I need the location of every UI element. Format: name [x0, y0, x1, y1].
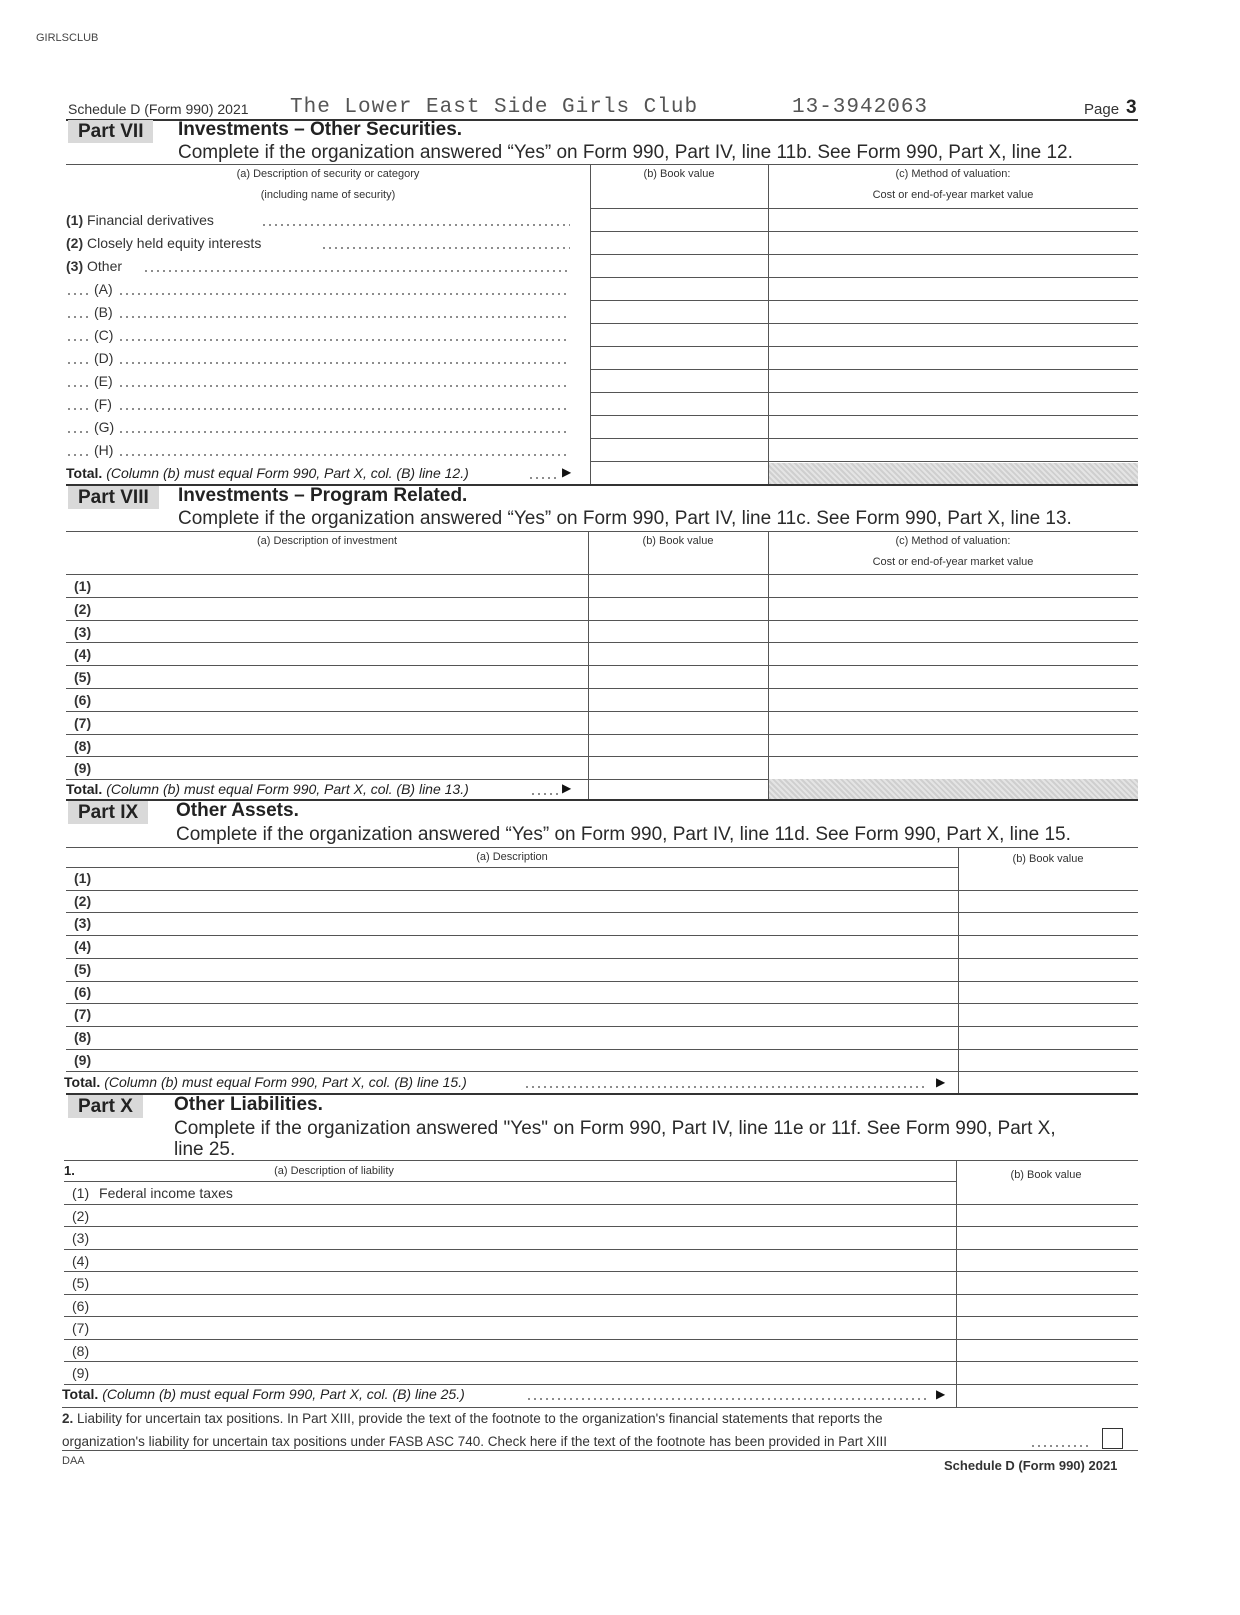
top-label: GIRLSCLUB	[36, 32, 99, 44]
part7-row-leader	[66, 292, 92, 298]
part10-description-field[interactable]	[98, 1341, 952, 1360]
part10-row-rule	[64, 1204, 1138, 1205]
part9-row-rule	[66, 1071, 1138, 1072]
part7-row-label: (B)	[94, 304, 113, 320]
part8-row-number: (5)	[74, 669, 92, 686]
part8-description-field[interactable]	[100, 576, 584, 595]
part9-book-value-field[interactable]	[960, 983, 1136, 1002]
part7-row-leader	[66, 453, 92, 459]
part8-valuation-method-field[interactable]	[770, 736, 1136, 755]
part8-row-rule	[66, 756, 1138, 757]
part8-instruction: Complete if the organization answered “Yes” on Form 990, Part IV, line 11c. See Form 990, Part X, line 13.	[178, 508, 1072, 529]
part7-row-label: (A)	[94, 281, 113, 297]
part8-row-number: (8)	[74, 737, 92, 754]
part10-row-label: (1) Federal income taxes	[72, 1185, 233, 1201]
part10-bottom-rule	[62, 1450, 1138, 1451]
part7-valuation-method-field[interactable]	[770, 348, 1136, 368]
part7-book-value-field[interactable]	[592, 256, 766, 276]
part8-col-b-header: (b) Book value	[642, 535, 714, 547]
part8-total-arrow-icon: ▶	[562, 781, 572, 795]
part8-description-field[interactable]	[100, 736, 584, 755]
part7-row-leader	[118, 453, 570, 459]
part7-label: Part VII	[68, 120, 153, 143]
part8-valuation-method-field[interactable]	[770, 599, 1136, 618]
part9-row-number: (5)	[74, 960, 92, 977]
part8-book-value-field[interactable]	[590, 667, 766, 686]
ein: 13-3942063	[792, 96, 929, 119]
part7-row-leader	[66, 430, 92, 436]
part8-header-bottom	[66, 574, 1138, 575]
part7-row-label: (D)	[94, 350, 114, 366]
part10-book-value-field[interactable]	[958, 1341, 1136, 1360]
part10-row-rule	[64, 1339, 1138, 1340]
part10-row-rule	[64, 1271, 1138, 1272]
part7-total-leader	[528, 476, 558, 482]
part7-valuation-method-field[interactable]	[770, 440, 1136, 460]
part10-book-value-field[interactable]	[958, 1318, 1136, 1337]
part7-row-rule	[590, 231, 1138, 232]
part7-row-label: (H)	[94, 442, 114, 458]
part10-divider-b	[956, 1160, 957, 1408]
part7-row-rule	[590, 300, 1138, 301]
part10-row-rule	[64, 1249, 1138, 1250]
part9-col-b-header: (b) Book value	[1012, 853, 1084, 865]
part7-row-rule	[590, 415, 1138, 416]
part8-book-value-field[interactable]	[590, 713, 766, 732]
part8-description-field[interactable]	[100, 758, 584, 777]
footer-form-name: Schedule D (Form 990) 2021	[944, 1458, 1118, 1473]
part10-book-value-field[interactable]	[958, 1273, 1136, 1292]
part10-row-rule	[64, 1226, 1138, 1227]
part10-line2-text-1: 2. Liability for uncertain tax positions. In Part XIII, provide the text of the footnote to the organization's financial statements that reports the	[62, 1411, 883, 1426]
part9-row-rule	[66, 890, 1138, 891]
part10-line1-number: 1.	[64, 1163, 75, 1178]
part10-row-label: (4)	[72, 1252, 90, 1269]
part10-row-rule	[64, 1316, 1138, 1317]
part7-row-leader	[118, 361, 570, 367]
page-number: 3	[1126, 97, 1137, 118]
part7-total-arrow-icon: ▶	[562, 465, 572, 479]
part9-row-number: (6)	[74, 983, 92, 1000]
part7-row-rule	[590, 392, 1138, 393]
part10-label: Part X	[68, 1095, 143, 1118]
part8-col-c-header: (c) Method of valuation: Cost or end-of-year market value	[872, 535, 1034, 568]
part7-row-rule	[590, 461, 1138, 462]
part9-book-value-field[interactable]	[960, 1028, 1136, 1047]
part10-description-field[interactable]	[98, 1363, 952, 1382]
part9-description-field[interactable]	[100, 892, 954, 911]
part7-book-value-field[interactable]	[592, 440, 766, 460]
part9-total-label: Total. (Column (b) must equal Form 990, Part X, col. (B) line 15.)	[64, 1074, 467, 1090]
part9-row-number: (9)	[74, 1051, 92, 1068]
part7-book-value-field[interactable]	[592, 233, 766, 253]
part7-row-leader	[261, 223, 570, 229]
part8-row-rule	[66, 597, 1138, 598]
part7-valuation-method-field[interactable]	[770, 233, 1136, 253]
part8-title: Investments – Program Related.	[178, 485, 468, 506]
part8-row-rule	[66, 620, 1138, 621]
part10-row-rule	[64, 1384, 1138, 1385]
part10-description-field[interactable]	[98, 1228, 952, 1247]
part10-total-leader	[526, 1397, 928, 1403]
part10-book-value-field[interactable]	[958, 1183, 1136, 1202]
part7-total-shaded-cell	[769, 463, 1138, 484]
part10-row-label: (5)	[72, 1275, 90, 1291]
part9-description-field[interactable]	[100, 1005, 954, 1024]
part10-header-bottom	[64, 1181, 956, 1182]
part9-row-rule	[66, 1003, 1138, 1004]
part10-total-arrow-icon: ▶	[936, 1387, 946, 1401]
part8-valuation-method-field[interactable]	[770, 667, 1136, 686]
part10-total-label: Total. (Column (b) must equal Form 990, Part X, col. (B) line 25.)	[62, 1386, 465, 1402]
part9-row-rule	[66, 958, 1138, 959]
part8-rule	[66, 531, 1138, 532]
footnote-provided-checkbox[interactable]	[1102, 1428, 1123, 1449]
part8-row-number: (6)	[74, 692, 92, 708]
part10-row-rule	[64, 1361, 1138, 1362]
part8-book-value-field[interactable]	[590, 576, 766, 595]
part10-row-label: (3)	[72, 1230, 90, 1246]
part7-total-label: Total. (Column (b) must equal Form 990, Part X, col. (B) line 12.)	[66, 465, 469, 481]
part8-row-rule	[66, 734, 1138, 735]
part8-valuation-method-field[interactable]	[770, 758, 1136, 777]
part7-book-value-field[interactable]	[592, 348, 766, 368]
part9-description-field[interactable]	[100, 1028, 954, 1047]
part9-row-rule	[66, 1026, 1138, 1027]
part10-book-value-field[interactable]	[958, 1228, 1136, 1247]
part7-divider-c	[768, 164, 769, 484]
part9-book-value-field[interactable]	[960, 937, 1136, 956]
part9-row-number: (7)	[74, 1006, 92, 1023]
part7-valuation-method-field[interactable]	[770, 279, 1136, 299]
part8-description-field[interactable]	[100, 713, 584, 732]
part9-instruction: Complete if the organization answered “Yes” on Form 990, Part IV, line 11d. See Form 990, Part X, line 15.	[176, 824, 1071, 845]
organization-name: The Lower East Side Girls Club	[290, 96, 699, 119]
part7-col-a-header: (a) Description of security or category (including name of security)	[236, 168, 420, 201]
part10-description-field[interactable]	[98, 1251, 952, 1270]
part10-book-value-field[interactable]	[958, 1206, 1136, 1225]
part10-col-b-header: (b) Book value	[1010, 1169, 1082, 1181]
part7-row-label: (2) Closely held equity interests	[66, 235, 262, 251]
part8-label: Part VIII	[68, 486, 159, 509]
part8-valuation-method-field[interactable]	[770, 713, 1136, 732]
part7-rule	[66, 164, 1138, 165]
part7-valuation-method-field[interactable]	[770, 417, 1136, 437]
part8-book-value-field[interactable]	[590, 599, 766, 618]
part9-description-field[interactable]	[100, 983, 954, 1002]
part9-rule	[66, 847, 1138, 848]
part8-valuation-method-field[interactable]	[770, 690, 1136, 709]
part7-row-label: (1) Financial derivatives	[66, 212, 214, 228]
part9-header-bottom	[66, 867, 958, 868]
part7-row-rule	[590, 346, 1138, 347]
part7-book-value-field[interactable]	[592, 394, 766, 414]
page-label: Page	[1084, 101, 1120, 118]
part7-valuation-method-field[interactable]	[770, 394, 1136, 414]
part7-valuation-method-field[interactable]	[770, 325, 1136, 345]
part7-row-rule	[590, 277, 1138, 278]
form-name: Schedule D (Form 990) 2021	[68, 101, 249, 117]
part9-title: Other Assets.	[176, 800, 299, 821]
part8-book-value-field[interactable]	[590, 736, 766, 755]
part9-total-leader	[524, 1085, 928, 1091]
part10-book-value-field[interactable]	[958, 1363, 1136, 1382]
part8-row-number: (4)	[74, 646, 92, 663]
part9-divider-b	[958, 847, 959, 1093]
part8-row-number: (9)	[74, 760, 92, 777]
part9-book-value-field[interactable]	[960, 892, 1136, 911]
part8-row-rule	[66, 688, 1138, 689]
part8-col-a-header: (a) Description of investment	[257, 535, 397, 547]
part8-row-rule	[66, 642, 1138, 643]
part8-description-field[interactable]	[100, 690, 584, 709]
part9-description-field[interactable]	[100, 914, 954, 933]
part9-description-field[interactable]	[100, 960, 954, 979]
part8-row-number: (1)	[74, 578, 92, 594]
part10-description-field[interactable]	[98, 1206, 952, 1225]
part10-row-label: (2)	[72, 1207, 90, 1224]
part7-row-leader	[118, 292, 570, 298]
part8-valuation-method-field[interactable]	[770, 622, 1136, 641]
part10-description-field[interactable]	[98, 1318, 952, 1337]
part10-row-rule	[64, 1294, 1138, 1295]
part8-description-field[interactable]	[100, 622, 584, 641]
part7-row-leader	[66, 315, 92, 321]
part8-row-number: (7)	[74, 714, 92, 731]
part10-total-rule	[62, 1407, 1138, 1408]
part7-book-value-field[interactable]	[592, 279, 766, 299]
part7-row-label: (3) Other	[66, 258, 123, 274]
part7-title: Investments – Other Securities.	[178, 119, 463, 140]
part10-col-a-header: (a) Description of liability	[274, 1165, 394, 1177]
part7-row-leader	[66, 407, 92, 413]
part7-book-value-field[interactable]	[592, 371, 766, 391]
part7-row-rule	[590, 254, 1138, 255]
part7-instruction: Complete if the organization answered “Yes” on Form 990, Part IV, line 11b. See Form 990, Part X, line 12.	[178, 142, 1073, 163]
part8-book-value-field[interactable]	[590, 690, 766, 709]
part9-row-number: (2)	[74, 892, 92, 909]
part7-row-leader	[118, 315, 570, 321]
part9-row-rule	[66, 912, 1138, 913]
part7-row-leader	[66, 384, 92, 390]
part10-row-label: (6)	[72, 1297, 90, 1314]
part8-row-rule	[66, 711, 1138, 712]
part7-book-value-field[interactable]	[592, 210, 766, 230]
part9-description-field[interactable]	[100, 869, 954, 888]
part9-book-value-field[interactable]	[960, 1005, 1136, 1024]
part10-description-field[interactable]	[98, 1296, 952, 1315]
part7-valuation-method-field[interactable]	[770, 371, 1136, 391]
part8-book-value-field[interactable]	[590, 622, 766, 641]
part7-row-leader	[66, 338, 92, 344]
part7-header-bottom	[590, 208, 1138, 209]
part8-valuation-method-field[interactable]	[770, 576, 1136, 595]
part7-col-c-header: (c) Method of valuation: Cost or end-of-year market value	[872, 168, 1034, 201]
part9-book-value-field[interactable]	[960, 914, 1136, 933]
part9-row-rule	[66, 935, 1138, 936]
part7-book-value-field[interactable]	[592, 325, 766, 345]
part10-rule	[64, 1160, 1138, 1161]
part9-row-rule	[66, 1049, 1138, 1050]
part7-row-label: (F)	[94, 396, 112, 412]
part10-row-label: (7)	[72, 1320, 90, 1336]
part7-book-value-field[interactable]	[592, 417, 766, 437]
part7-valuation-method-field[interactable]	[770, 210, 1136, 230]
part7-row-leader	[143, 269, 570, 275]
part9-description-field[interactable]	[100, 1051, 954, 1070]
part9-col-a-header: (a) Description	[476, 851, 548, 863]
part8-row-number: (3)	[74, 623, 92, 640]
part10-book-value-field[interactable]	[958, 1251, 1136, 1270]
part10-title: Other Liabilities.	[174, 1094, 323, 1115]
part9-label: Part IX	[68, 801, 148, 824]
part8-book-value-field[interactable]	[590, 644, 766, 663]
form-header	[68, 96, 1138, 120]
part8-book-value-field[interactable]	[590, 758, 766, 777]
part7-row-leader	[118, 384, 570, 390]
part8-valuation-method-field[interactable]	[770, 644, 1136, 663]
part7-row-rule	[590, 438, 1138, 439]
part7-row-leader	[118, 430, 570, 436]
part9-row-rule	[66, 981, 1138, 982]
part7-col-b-header: (b) Book value	[643, 168, 715, 180]
part7-row-leader	[118, 407, 570, 413]
part7-row-leader	[66, 361, 92, 367]
part7-row-label: (C)	[94, 327, 114, 343]
part7-book-value-field[interactable]	[592, 302, 766, 322]
part9-book-value-field[interactable]	[960, 869, 1136, 888]
part7-row-label: (E)	[94, 373, 113, 389]
part9-book-value-field[interactable]	[960, 960, 1136, 979]
part8-total-label: Total. (Column (b) must equal Form 990, Part X, col. (B) line 13.)	[66, 781, 469, 797]
part8-description-field[interactable]	[100, 599, 584, 618]
part7-row-label: (G)	[94, 419, 115, 435]
part10-line2-text-2: organization's liability for uncertain tax positions under FASB ASC 740. Check here if the text of the footnote has been provided in Part XIII	[62, 1434, 888, 1449]
part9-row-number: (3)	[74, 915, 92, 932]
part10-instruction-line1: Complete if the organization answered "Yes" on Form 990, Part IV, line 11e or 11f. See Form 990, Part X,	[174, 1118, 1056, 1139]
part9-row-number: (4)	[74, 938, 92, 955]
part10-description-field[interactable]	[98, 1273, 952, 1292]
part7-row-leader	[118, 338, 570, 344]
part8-row-number: (2)	[74, 600, 92, 617]
part7-row-leader	[321, 246, 570, 252]
footer-daa: DAA	[62, 1455, 85, 1467]
part8-total-shaded-cell	[769, 779, 1138, 799]
part10-row-label: (9)	[72, 1365, 90, 1381]
part7-divider-b	[590, 164, 591, 484]
part9-row-number: (1)	[74, 870, 92, 886]
part10-description-field[interactable]	[98, 1183, 952, 1202]
part9-description-field[interactable]	[100, 937, 954, 956]
part10-book-value-field[interactable]	[958, 1296, 1136, 1315]
part7-valuation-method-field[interactable]	[770, 302, 1136, 322]
part10-instruction-line2: line 25.	[174, 1139, 236, 1160]
part9-row-number: (8)	[74, 1028, 92, 1045]
part8-row-rule	[66, 665, 1138, 666]
part7-valuation-method-field[interactable]	[770, 256, 1136, 276]
part8-description-field[interactable]	[100, 667, 584, 686]
part7-row-rule	[590, 369, 1138, 370]
part8-description-field[interactable]	[100, 644, 584, 663]
part7-row-rule	[590, 323, 1138, 324]
part8-total-leader	[530, 792, 558, 798]
part10-row-label: (8)	[72, 1342, 90, 1359]
part9-total-arrow-icon: ▶	[936, 1075, 946, 1089]
part9-book-value-field[interactable]	[960, 1051, 1136, 1070]
